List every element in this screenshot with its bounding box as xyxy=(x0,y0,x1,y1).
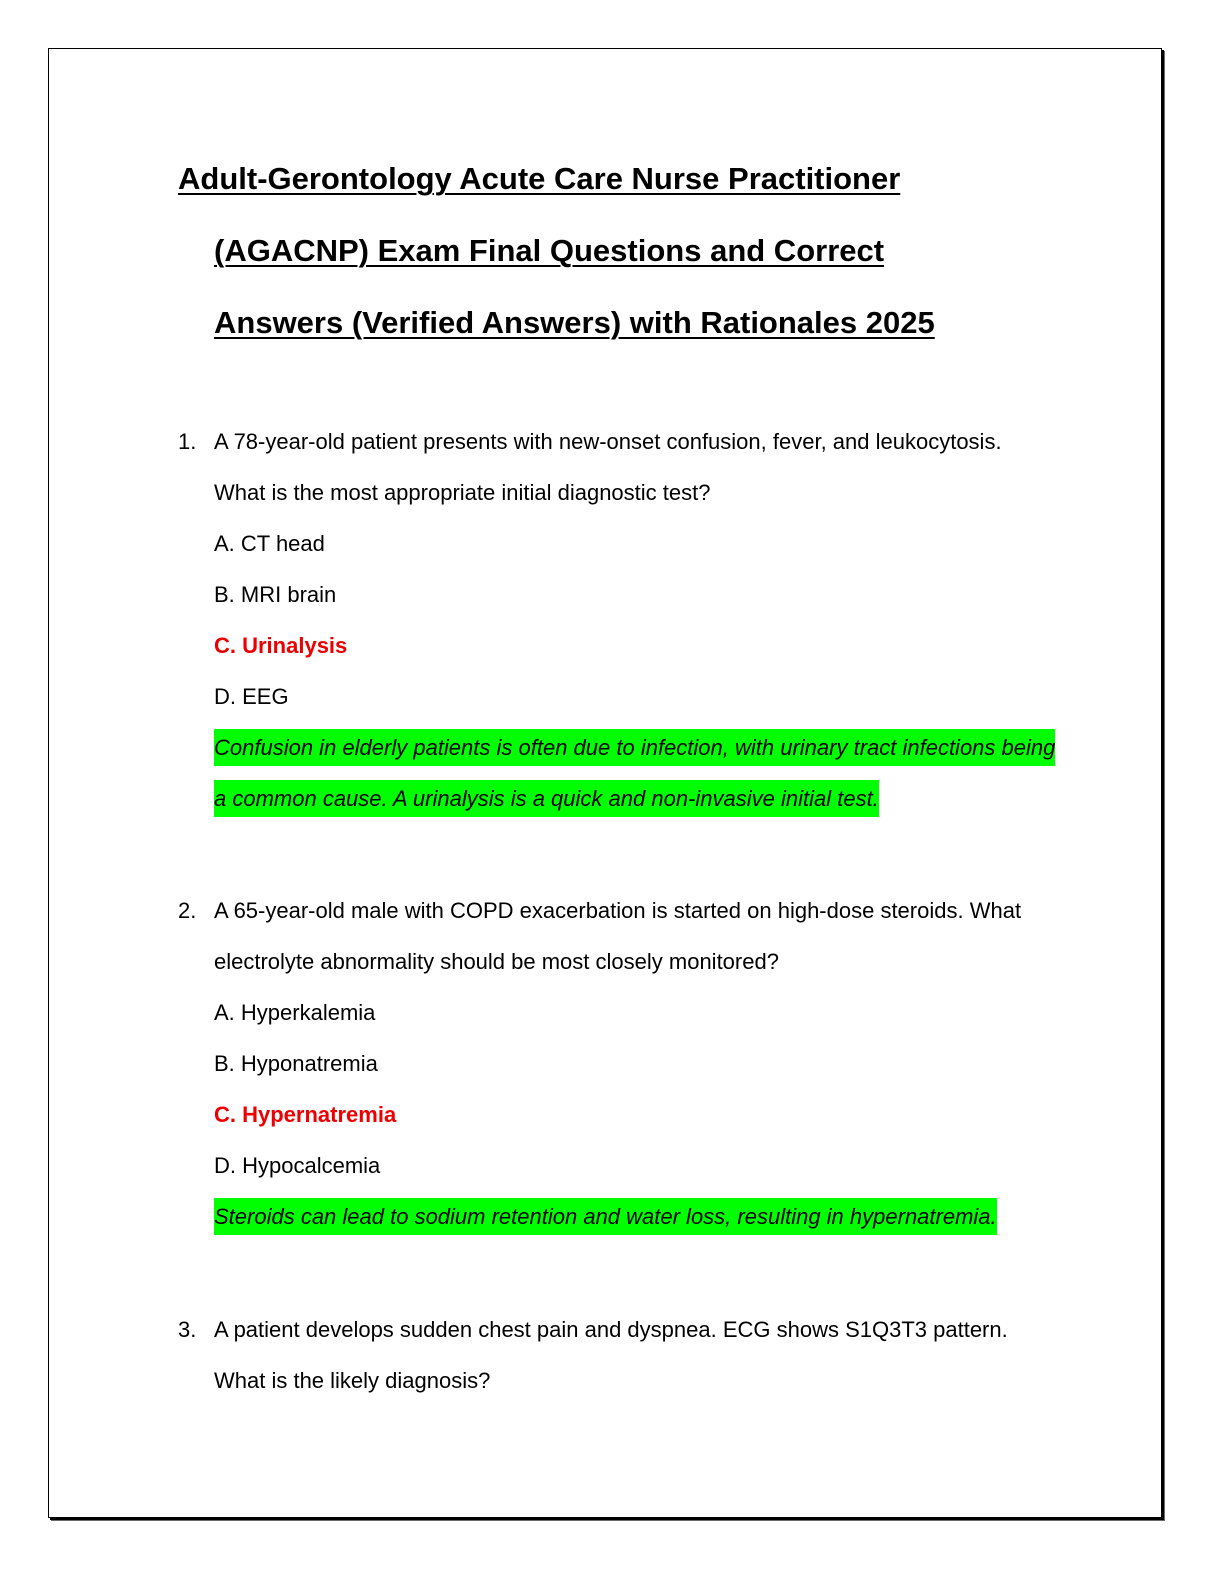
option-a: A. CT head xyxy=(214,531,325,556)
question-number: 2. xyxy=(178,898,197,923)
question-number: 3. xyxy=(178,1317,197,1342)
title-line-3: Answers (Verified Answers) with Rationales 2025 xyxy=(214,305,935,340)
option-b: B. Hyponatremia xyxy=(214,1051,378,1076)
question-stem: A 78-year-old patient presents with new-onset confusion, fever, and leukocytosis. What is the most appropriate initial diagnostic test? xyxy=(214,429,1002,505)
question-2 xyxy=(178,885,1058,1242)
rationale xyxy=(178,1191,1058,1242)
option-b: B. MRI brain xyxy=(214,582,337,607)
option-a: A. Hyperkalemia xyxy=(214,1000,376,1025)
option-d: D. EEG xyxy=(214,684,289,709)
question-stem: A patient develops sudden chest pain and dyspnea. ECG shows S1Q3T3 pattern. What is the likely diagnosis? xyxy=(214,1317,1008,1393)
title-line-2: (AGACNP) Exam Final Questions and Correct xyxy=(214,233,885,268)
rationale-text: Confusion in elderly patients is often due to infection, with urinary tract infections being a common cause. A urinalysis is a quick and non-invasive initial test. xyxy=(214,729,1055,817)
option-d: D. Hypocalcemia xyxy=(214,1153,381,1178)
question-stem: A 65-year-old male with COPD exacerbation is started on high-dose steroids. What electrolyte abnormality should be most closely monitored? xyxy=(214,898,1022,974)
option-c-correct: C. Urinalysis xyxy=(214,633,348,658)
document-title xyxy=(178,143,1058,359)
question-number: 1. xyxy=(178,429,197,454)
rationale-text: Steroids can lead to sodium retention and water loss, resulting in hypernatremia. xyxy=(214,1198,997,1235)
rationale xyxy=(178,722,1058,824)
question-3 xyxy=(178,1304,1058,1406)
title-line-1: Adult-Gerontology Acute Care Nurse Practitioner xyxy=(178,161,901,196)
question-1 xyxy=(178,416,1058,824)
option-c-correct: C. Hypernatremia xyxy=(214,1102,397,1127)
